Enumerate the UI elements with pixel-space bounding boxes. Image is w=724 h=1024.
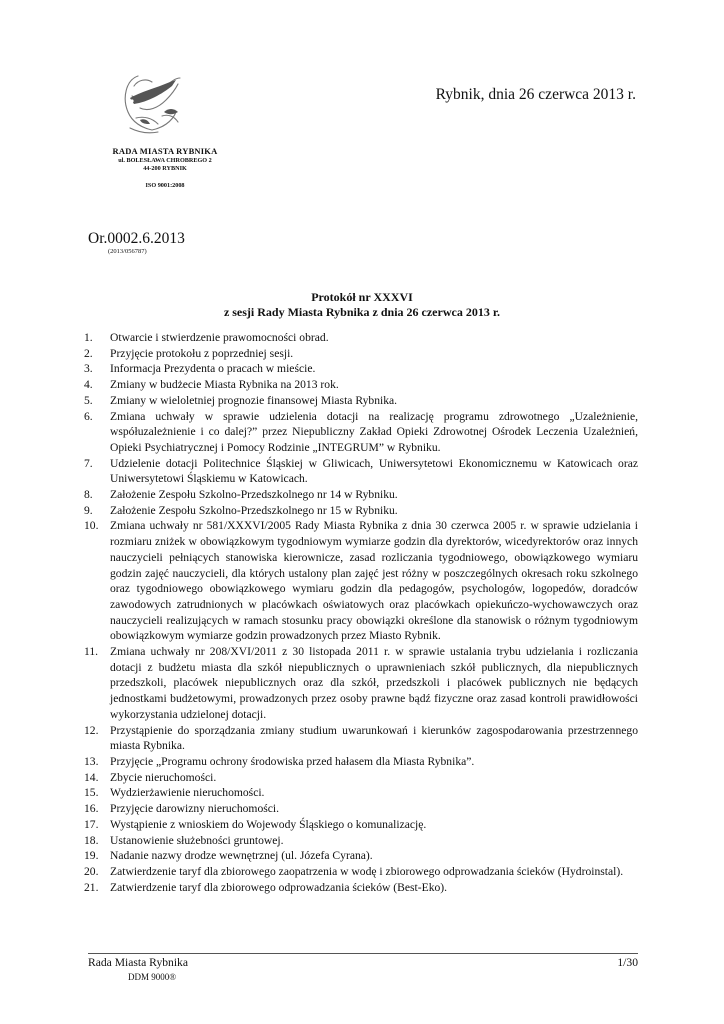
agenda-item-text: Zmiana uchwały w sprawie udzielenia dotacji na realizację programu zdrowotnego „Uzależnienie, współuzależnienie i co dalej?” przez Niepubliczny Zakład Opieki Zdrowotnej Ośrodek Leczenia Uzależnień, Opieki Psychiatrycznej i Pomocy Rodzinie „INTEGRUM” w Rybniku. [110,409,638,454]
agenda-item [84,770,638,786]
agenda-item-text: Zatwierdzenie taryf dla zbiorowego zaopatrzenia w wodę i zbiorowego odprowadzania ścieków (Hydroinstal). [110,864,624,878]
organization-address-street: ul. BOLESŁAWA CHROBREGO 2 [118,157,212,164]
agenda-item-number: 1. [84,331,93,344]
footer-organization: Rada Miasta Rybnika [88,956,188,969]
agenda-item-number: 2. [84,346,93,360]
agenda-item [84,409,638,456]
iso-certification: ISO 9001:2008 [145,182,185,189]
agenda-item [84,346,638,362]
agenda-item-number: 8. [84,488,93,502]
agenda-item-number: 19. [84,849,99,863]
agenda-item-text: Przystąpienie do sporządzania zmiany studium uwarunkowań i kierunków zagospodarowania przestrzennego miasta Rybnika. [110,723,638,753]
agenda-item-number: 17. [84,817,99,831]
footer-ddm-mark: DDM 9000® [128,972,177,982]
footer-divider [88,953,638,954]
agenda-item [84,487,638,503]
agenda-list [84,330,638,895]
reference-number: Or.0002.6.2013 [88,230,185,247]
organization-address-city: 44-200 RYBNIK [143,165,187,172]
agenda-item-text: Zmiana uchwały nr 208/XVI/2011 z 30 listopada 2011 r. w sprawie ustalania trybu udzielania i rozliczania dotacji z budżetu miasta dla szkół niepublicznych o uprawnieniach szkół publicznych, dla niepublicznych przedszkoli, placówek niepublicznych oraz dla szkół, przedszkoli i placówek publicznych nie będących jednostkami budżetowymi, prowadzonych przez osoby prawne bądź fizyczne oraz zasad kontroli prawidłowości wykorzystania udzielonej dotacji. [110,645,638,721]
agenda-item-number: 6. [84,409,93,423]
agenda-item [84,801,638,817]
page-number: 1/30 [617,956,638,969]
agenda-item-text: Nadanie nazwy drodze wewnętrznej (ul. Józefa Cyrana). [110,849,373,863]
agenda-item-number: 5. [84,393,93,407]
agenda-item-number: 15. [84,786,99,800]
agenda-item [84,864,638,880]
agenda-item-number: 10. [84,519,99,533]
agenda-item [84,723,638,754]
agenda-item-number: 3. [84,362,93,376]
agenda-item-number: 11. [84,645,99,659]
agenda-item [84,848,638,864]
agenda-item-number: 12. [84,723,99,737]
agenda-item-text: Założenie Zespołu Szkolno-Przedszkolnego nr 15 w Rybniku. [110,503,398,517]
agenda-item-text: Udzielenie dotacji Politechnice Śląskiej w Gliwicach, Uniwersytetowi Ekonomicznemu w Katowicach oraz Uniwersytetowi Śląskiemu w Katowicach. [110,456,638,486]
agenda-item [84,880,638,896]
organization-name: RADA MIASTA RYBNIKA [112,146,218,156]
agenda-item-number: 13. [84,754,99,768]
agenda-item-text: Przyjęcie protokołu z poprzedniej sesji. [110,346,294,360]
agenda-item-text: Założenie Zespołu Szkolno-Przedszkolnego nr 14 w Rybniku. [110,488,398,502]
place-and-date: Rybnik, dnia 26 czerwca 2013 r. [435,86,636,103]
agenda-item-text: Zatwierdzenie taryf dla zbiorowego odprowadzania ścieków (Best-Eko). [110,880,448,894]
agenda-item-text: Wydzierżawienie nieruchomości. [110,786,265,800]
agenda-item [84,393,638,409]
agenda-item [84,361,638,377]
agenda-item-number: 14. [84,770,99,784]
agenda-item [84,518,638,644]
agenda-item-text: Informacja Prezydenta o pracach w mieście. [110,362,316,376]
agenda-item [84,456,638,487]
agenda-item-text: Wystąpienie z wnioskiem do Wojewody Śląskiego o komunalizację. [110,817,427,831]
agenda-item [84,644,638,723]
agenda-item-number: 20. [84,864,99,878]
agenda-item [84,833,638,849]
city-emblem-logo [118,68,186,138]
agenda-item-text: Zbycie nieruchomości. [110,770,217,784]
agenda-item-number: 4. [84,378,93,392]
agenda-item-text: Przyjęcie „Programu ochrony środowiska przed hałasem dla Miasta Rybnika”. [110,754,475,768]
agenda-item-number: 18. [84,833,99,847]
agenda-item-text: Otwarcie i stwierdzenie prawomocności obrad. [110,331,329,344]
reference-subnumber: (2013/056787) [108,248,147,255]
protocol-title: Protokół nr XXXVI [311,290,413,304]
agenda-item-text: Zmiana uchwały nr 581/XXXVI/2005 Rady Miasta Rybnika z dnia 30 czerwca 2005 r. w sprawie udzielania i rozmiaru zniżek w obowiązkowym tygodniowym wymiarze godzin dla dyrektorów, wicedyrektorów oraz innych nauczycieli pełniących stanowiska kierownicze, zasad rozliczania tygodniowego, obowiązkowego wymiaru godzin zajęć nauczycieli, dla których ustalony plan zajęć jest różny w poszczególnych okresach roku szkolnego oraz tygodniowego obowiązkowego wymiaru godzin dla pedagogów, psychologów, logopedów, doradców zawodowych zatrudnionych w placówkach oświatowych oraz placówkach opiekuńczo-wychowawczych oraz nauczycieli realizujących w ramach stosunku pracy obowiązki określone dla stanowisk o różnym tygodniowym obowiązkowym wymiarze godzin prowadzonych przez Miasto Rybnik. [110,519,638,643]
agenda-item-number: 7. [84,456,93,470]
agenda-item [84,377,638,393]
agenda-item-number: 21. [84,880,99,894]
protocol-subtitle: z sesji Rady Miasta Rybnika z dnia 26 czerwca 2013 r. [223,305,501,319]
agenda-item [84,754,638,770]
agenda-item-text: Przyjęcie darowizny nieruchomości. [110,802,280,816]
agenda-item-text: Ustanowienie służebności gruntowej. [110,833,284,847]
agenda-item [84,503,638,519]
agenda-item-number: 16. [84,802,99,816]
agenda-item [84,817,638,833]
agenda-item-text: Zmiany w budżecie Miasta Rybnika na 2013 rok. [110,378,339,392]
agenda-item-number: 9. [84,503,93,517]
agenda-item [84,330,638,346]
agenda-item-text: Zmiany w wieloletniej prognozie finansowej Miasta Rybnika. [110,393,398,407]
agenda-item [84,785,638,801]
